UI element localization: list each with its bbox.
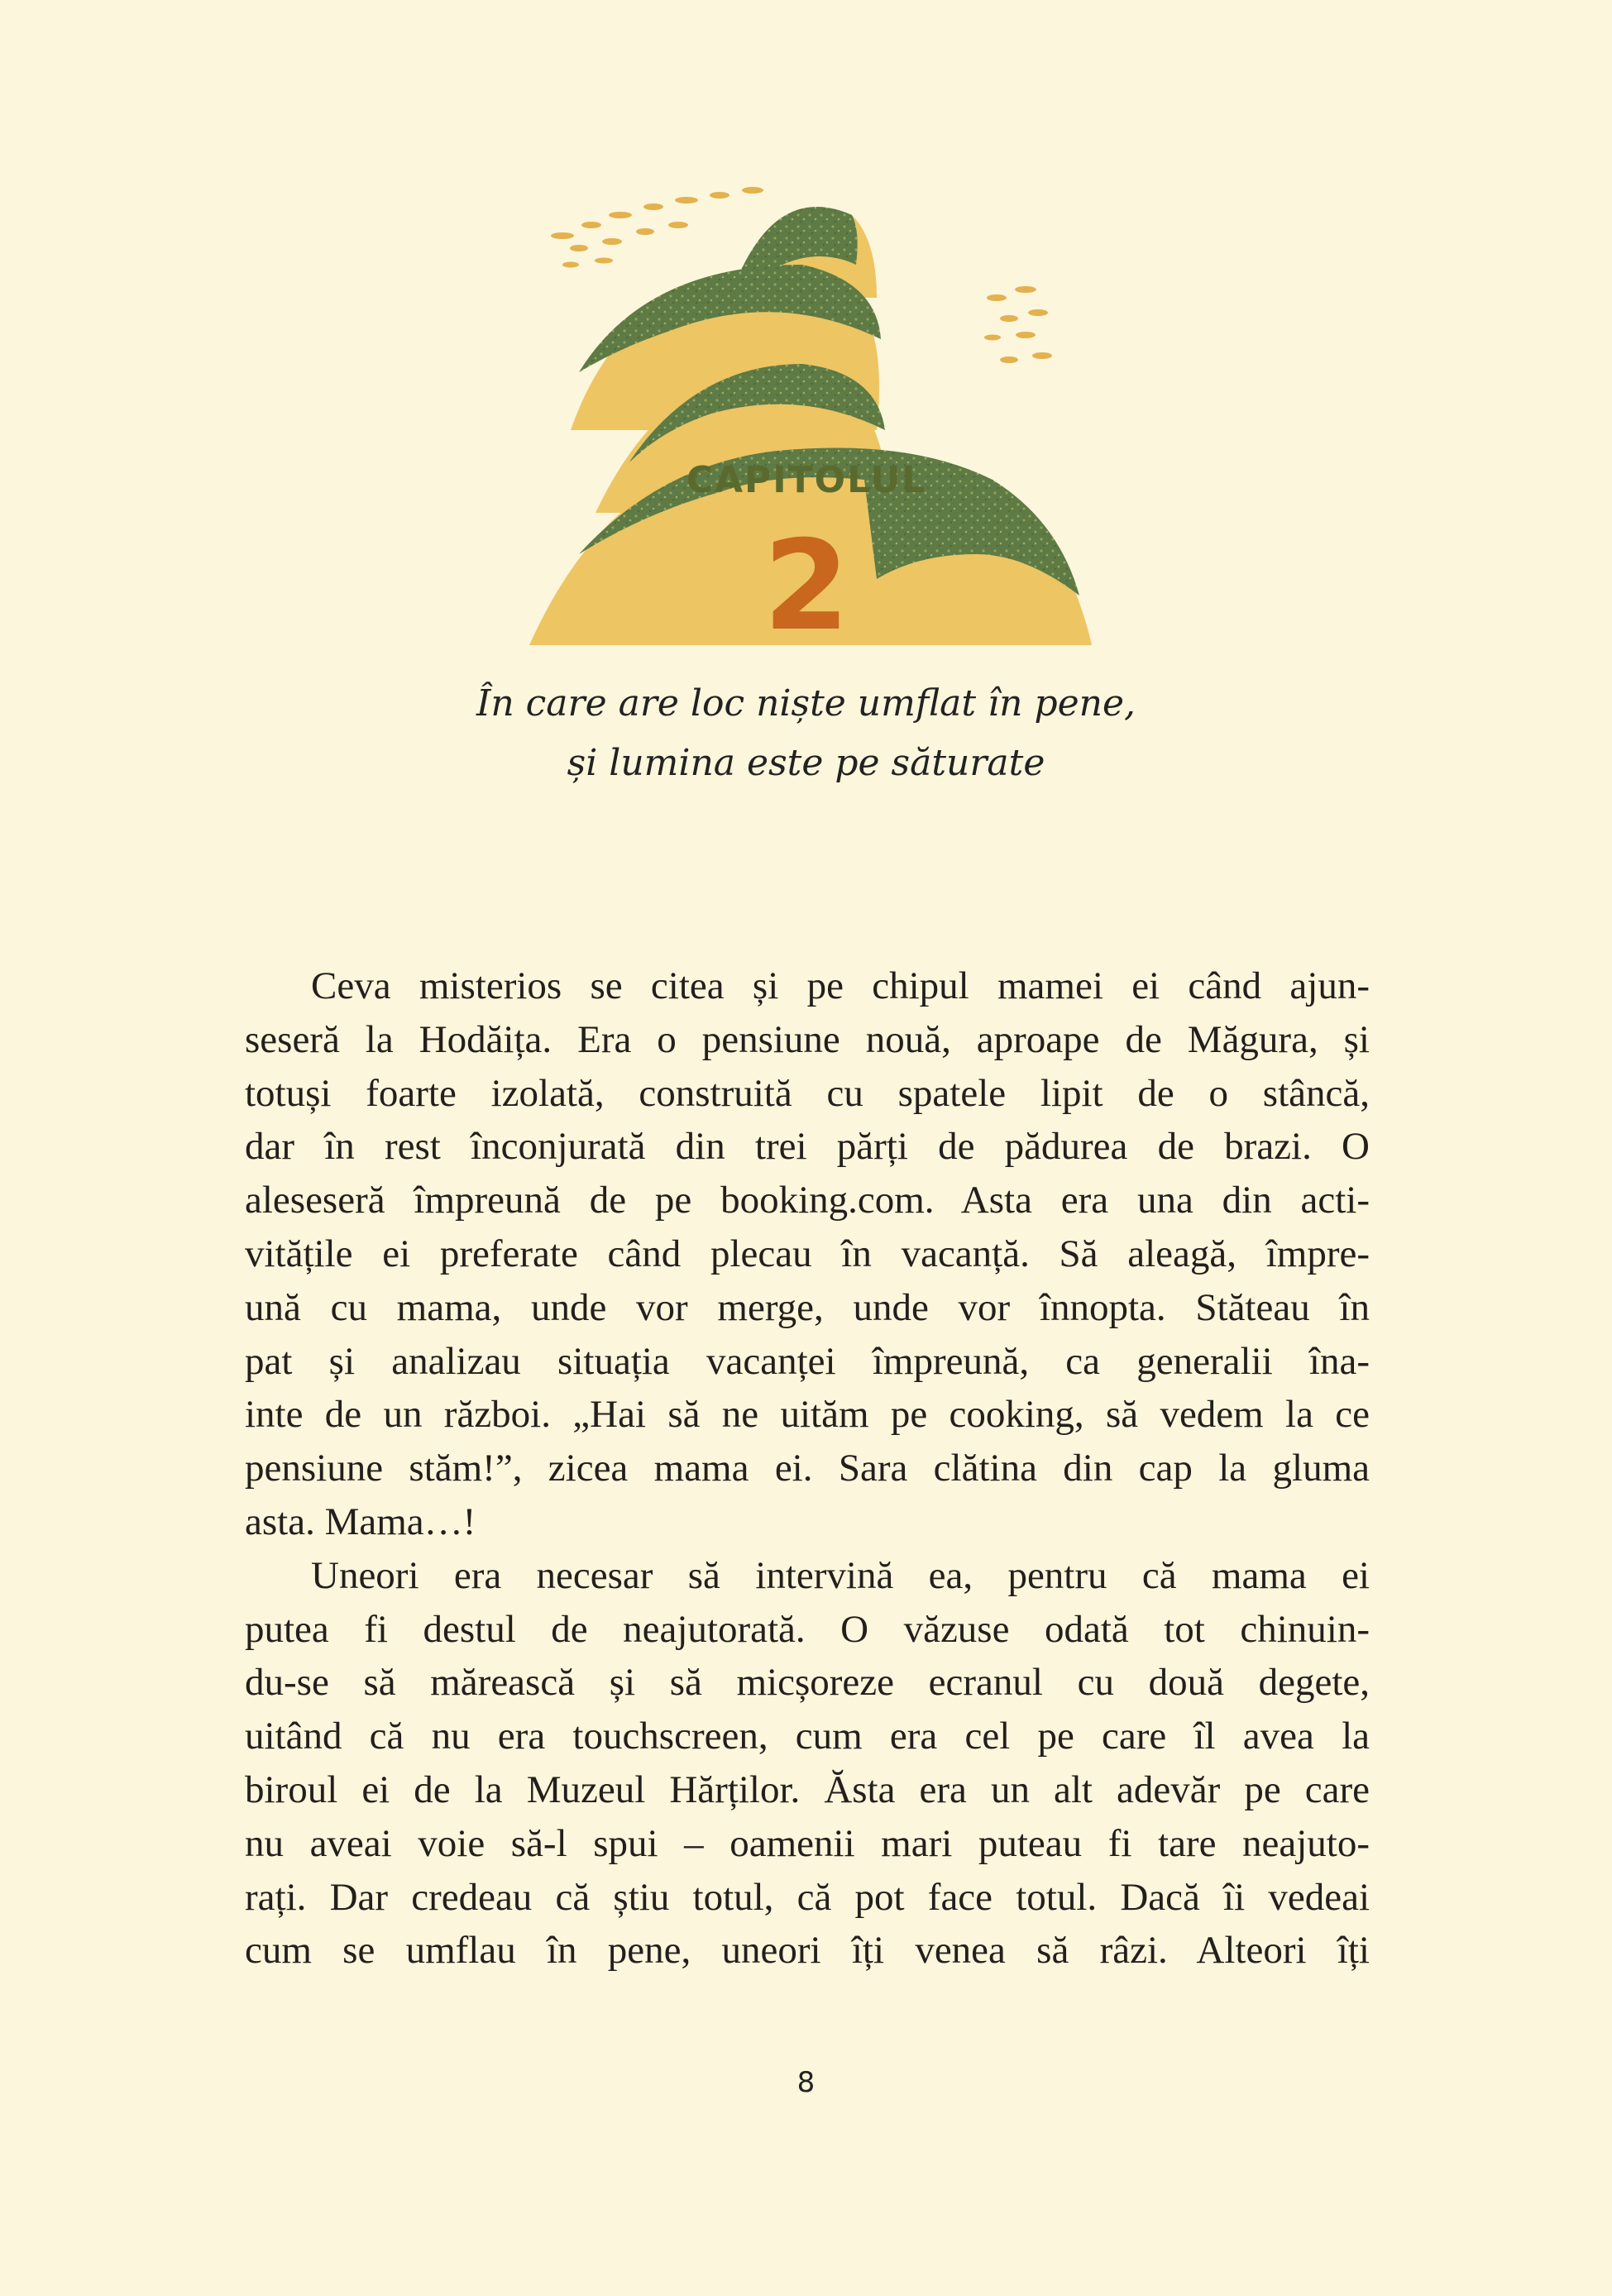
- text-line: vitățile ei preferate când plecau în vacanță. Să aleagă, împre-: [245, 1232, 1370, 1275]
- text-line: Uneori era necesar să intervină ea, pentru că mama ei: [311, 1553, 1370, 1597]
- page-number: 8: [796, 2066, 816, 2099]
- text-line: Ceva misterios se citea și pe chipul mamei ei când ajun-: [311, 964, 1370, 1007]
- text-line: putea fi destul de neajutorată. O văzuse odată tot chinuin-: [245, 1607, 1370, 1651]
- paragraph: [245, 959, 1370, 1549]
- text-line: dar în rest înconjurată din trei părți de pădurea de brazi. O: [245, 1125, 1370, 1169]
- chapter-body-text: [245, 959, 1370, 1978]
- chapter-subtitle: [0, 674, 1612, 793]
- text-line: rați. Dar credeau că știu totul, că pot face totul. Dacă îi vedeai: [245, 1875, 1370, 1919]
- text-line: asta. Mama…!: [245, 1500, 476, 1543]
- text-line: totuși foarte izolată, construită cu spatele lipit de o stâncă,: [245, 1071, 1370, 1115]
- text-line: du-se să mărească și să micșoreze ecranul cu două degete,: [245, 1661, 1370, 1705]
- text-line: biroul ei de la Muzeul Hărților. Ăsta era un alt adevăr pe care: [245, 1767, 1370, 1811]
- text-line: nu aveai voie să-l spui – oamenii mari puteau fi tare neajuto-: [245, 1821, 1370, 1865]
- chapter-number: 2: [763, 514, 850, 658]
- text-line: uitând că nu era touchscreen, cum era cel pe care îl avea la: [245, 1715, 1370, 1758]
- text-line: aleseseră împreună de pe booking.com. Asta era una din acti-: [245, 1179, 1370, 1222]
- text-line: inte de un război. „Hai să ne uităm pe cooking, să vedem la ce: [245, 1393, 1370, 1437]
- chapter-subtitle-line: În care are loc niște umflat în pene,: [476, 682, 1136, 725]
- chapter-subtitle-line: și lumina este pe săturate: [567, 742, 1045, 784]
- paragraph: [245, 1549, 1370, 1978]
- text-line: ună cu mama, unde vor merge, unde vor înnopta. Stăteau în: [245, 1285, 1370, 1329]
- text-line: cum se umflau în pene, uneori îți venea să râzi. Alteori îți: [245, 1929, 1370, 1973]
- text-line: pensiune stăm!”, zicea mama ei. Sara clătina din cap la gluma: [245, 1447, 1370, 1490]
- text-line: pat și analizau situația vacanței împreună, ca generalii îna-: [245, 1339, 1370, 1383]
- chapter-hills-illustration: [529, 165, 1092, 662]
- text-line: seseră la Hodăița. Era o pensiune nouă, aproape de Măgura, și: [245, 1017, 1370, 1061]
- chapter-label: CAPITOLUL: [686, 459, 927, 501]
